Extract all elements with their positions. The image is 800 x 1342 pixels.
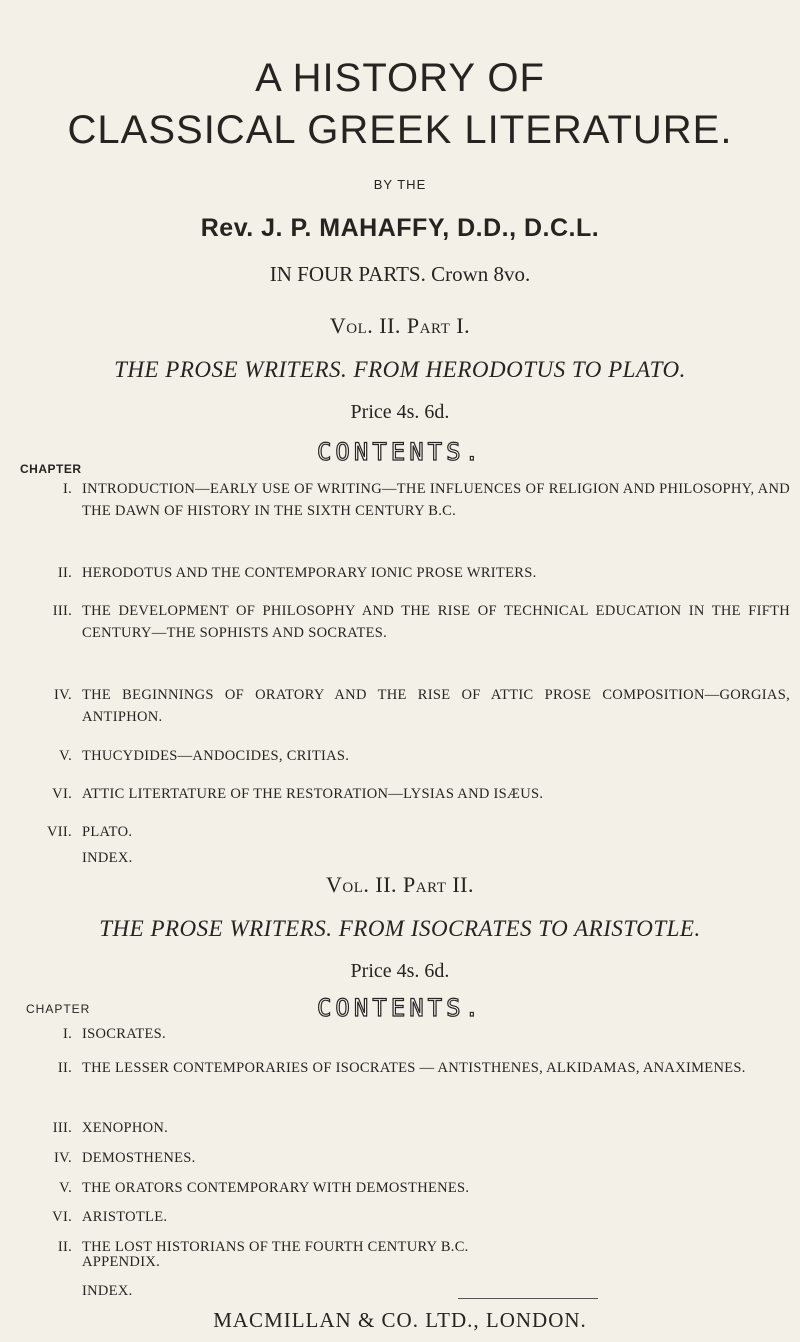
chapter-number: IV.	[54, 1150, 72, 1166]
chapter-number: II.	[57, 1060, 72, 1076]
part2-appendix: APPENDIX.	[82, 1254, 161, 1270]
byline: BY THE	[373, 177, 427, 192]
chapter-number: III.	[52, 603, 72, 619]
chapter-title: INTRODUCTION—EARLY USE OF WRITING—THE INFLUENCES OF RELIGION AND PHILOSOPHY, AND THE DAWN OF HISTORY IN THE SIXTH CENTURY B.C.	[82, 481, 790, 519]
part1-chapter-label: CHAPTER	[20, 462, 82, 476]
chapter-number: V.	[59, 1180, 72, 1196]
chapter-number: IV.	[54, 687, 72, 703]
chapter-title: ATTIC LITERTATURE OF THE RESTORATION—LYSIAS AND ISÆUS.	[82, 786, 544, 802]
chapter-number: II.	[57, 565, 72, 581]
chapter-title: THUCYDIDES—ANDOCIDES, CRITIAS.	[82, 748, 350, 764]
chapter-number: VI.	[52, 1209, 72, 1225]
part2-subtitle: THE PROSE WRITERS. FROM ISOCRATES TO ARISTOTLE.	[99, 916, 701, 941]
chapter-number: I.	[62, 1026, 72, 1042]
chapter-title: PLATO.	[82, 824, 133, 840]
part1-index: INDEX.	[82, 850, 133, 866]
chapter-number: I.	[62, 481, 72, 497]
chapter-number: II.	[57, 1239, 72, 1255]
chapter-number: VII.	[47, 824, 72, 840]
chapter-title: ARISTOTLE.	[82, 1209, 168, 1225]
publisher-imprint: MACMILLAN & CO. LTD., LONDON.	[213, 1308, 587, 1332]
chapter-title: THE BEGINNINGS OF ORATORY AND THE RISE OF ATTIC PROSE COMPOSITION—GORGIAS, ANTIPHON.	[82, 687, 790, 725]
chapter-title: THE DEVELOPMENT OF PHILOSOPHY AND THE RISE OF TECHNICAL EDUCATION IN THE FIFTH CENTURY—THE SOPHISTS AND SOCRATES.	[82, 603, 790, 641]
parts-note: IN FOUR PARTS. Crown 8vo.	[269, 262, 531, 286]
part2-contents-heading: CONTENTS.	[316, 994, 484, 1022]
chapter-number: III.	[52, 1120, 72, 1136]
chapter-number: VI.	[52, 786, 72, 802]
author-name: Rev. J. P. MAHAFFY, D.D., D.C.L.	[200, 214, 600, 242]
part1-subtitle: THE PROSE WRITERS. FROM HERODOTUS TO PLATO.	[114, 357, 686, 382]
part1-contents-heading: CONTENTS.	[316, 438, 484, 466]
part1-price: Price 4s. 6d.	[350, 401, 450, 423]
chapter-title: XENOPHON.	[82, 1120, 169, 1136]
chapter-title: THE LOST HISTORIANS OF THE FOURTH CENTURY B.C.	[82, 1239, 469, 1255]
chapter-title: THE LESSER CONTEMPORARIES OF ISOCRATES — ANTISTHENES, ALKIDAMAS, ANAXIMENES.	[82, 1060, 746, 1076]
chapter-title: THE ORATORS CONTEMPORARY WITH DEMOSTHENES.	[82, 1180, 470, 1196]
title-line-1: A HISTORY OF	[255, 56, 545, 100]
part1-chapter-1	[20, 478, 790, 544]
chapter-number: V.	[59, 748, 72, 764]
part1-volume: Vol. II. Part I.	[329, 313, 471, 338]
title-line-2: CLASSICAL GREEK LITERATURE.	[67, 108, 733, 152]
chapter-title: HERODOTUS AND THE CONTEMPORARY IONIC PROSE WRITERS.	[82, 565, 537, 581]
chapter-title: ISOCRATES.	[82, 1026, 166, 1042]
part2-index: INDEX.	[82, 1283, 133, 1299]
chapter-title: DEMOSTHENES.	[82, 1150, 196, 1166]
part2-chapter-label: CHAPTER	[26, 1002, 91, 1016]
divider-rule	[458, 1298, 598, 1299]
part2-price: Price 4s. 6d.	[350, 960, 450, 982]
part2-volume: Vol. II. Part II.	[325, 872, 475, 897]
